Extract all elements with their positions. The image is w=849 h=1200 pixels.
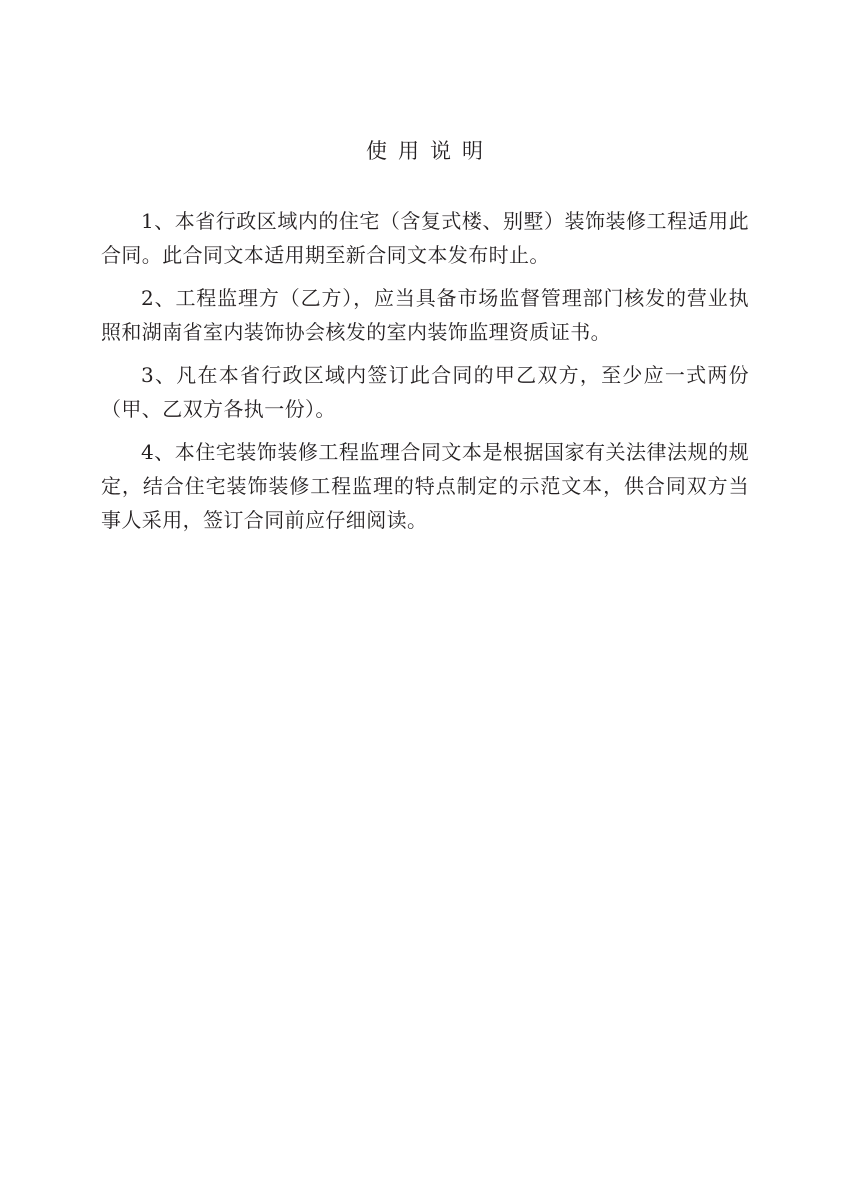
instruction-paragraph-4: 4、本住宅装饰装修工程监理合同文本是根据国家有关法律法规的规定，结合住宅装饰装修工程监理的特点制定的示范文本，供合同双方当事人采用，签订合同前应仔细阅读。 — [101, 440, 749, 532]
instruction-paragraph-2: 2、工程监理方（乙方），应当具备市场监督管理部门核发的营业执照和湖南省室内装饰协会核发的室内装饰监理资质证书。 — [101, 286, 749, 344]
page-title: 使用说明 — [366, 139, 494, 163]
instructions-body — [101, 204, 749, 546]
instruction-paragraph-1: 1、本省行政区域内的住宅（含复式楼、别墅）装饰装修工程适用此合同。此合同文本适用期至新合同文本发布时止。 — [101, 209, 749, 267]
instruction-paragraph-3: 3、凡在本省行政区域内签订此合同的甲乙双方，至少应一式两份（甲、乙双方各执一份）。 — [101, 363, 749, 421]
